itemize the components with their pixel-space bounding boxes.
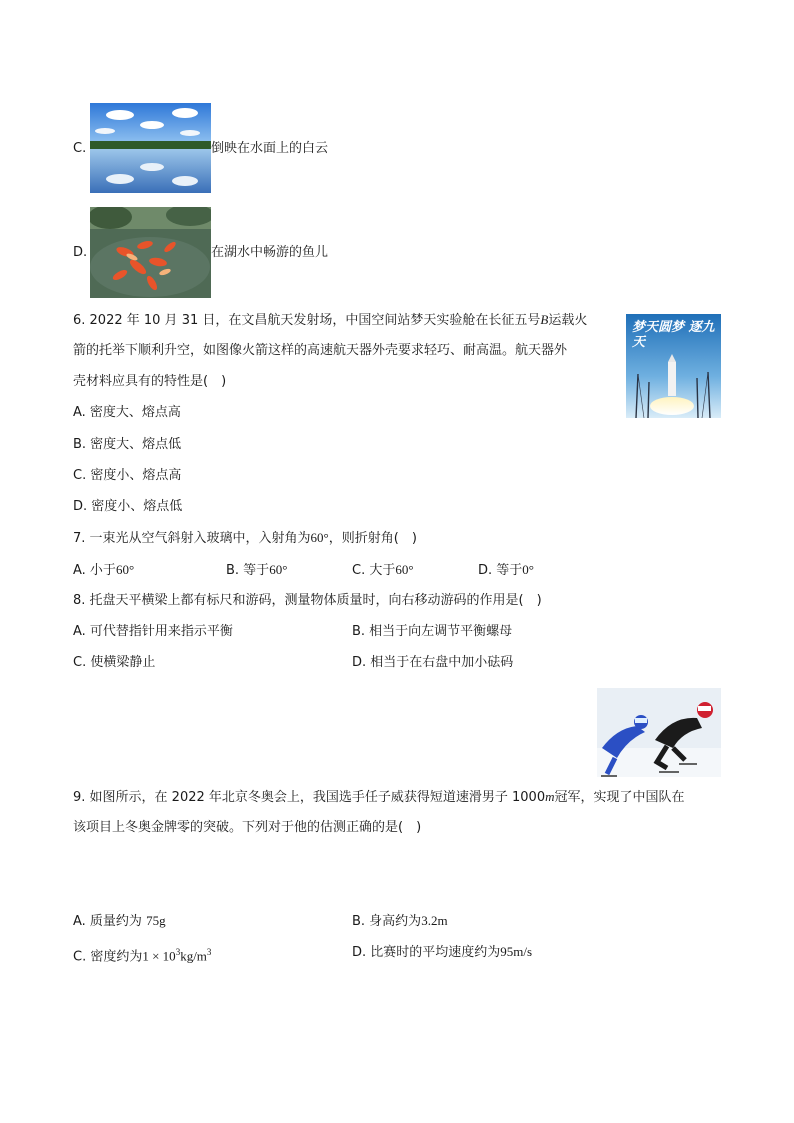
cloud-reflection-image xyxy=(90,103,211,193)
q5-option-d-letter: D. xyxy=(73,245,88,260)
q6-stem-line2: 箭的托举下顺利升空，如图像火箭这样的高速航天器外壳要求轻巧、耐高温。航天器外 xyxy=(73,343,568,358)
q8-stem: 8. 托盘天平横梁上都有标尺和游码，测量物体质量时，向右移动游码的作用是( ) xyxy=(73,593,542,608)
speed-skating-image xyxy=(597,688,721,777)
q8-option-a: A. 可代替指针用来指示平衡 xyxy=(73,624,233,639)
q8-option-b: B. 相当于向左调节平衡螺母 xyxy=(352,624,513,639)
q5-option-d-text: 在湖水中畅游的鱼儿 xyxy=(211,245,329,260)
q9-option-a: A. 质量约为 75g xyxy=(73,913,166,929)
q8-option-d: D. 相当于在右盘中加小砝码 xyxy=(352,655,514,670)
q6-option-a: A. 密度大、熔点高 xyxy=(73,405,181,420)
rocket-launch-image xyxy=(626,314,721,418)
q9-stem-line1: 9. 如图所示，在 2022 年北京冬奥会上，我国选手任子威获得短道速滑男子 1000m冠军，实现了中国队在 xyxy=(73,789,685,805)
q9-option-d: D. 比赛时的平均速度约为95m/s xyxy=(352,944,533,960)
q9-option-b: B. 身高约为3.2m xyxy=(352,913,448,929)
q7-option-a: A. 小于60° xyxy=(73,562,135,578)
q7-option-c: C. 大于60° xyxy=(352,562,414,578)
q5-option-c-letter: C. xyxy=(73,141,87,156)
q6-option-c: C. 密度小、熔点高 xyxy=(73,468,182,483)
q7-option-b: B. 等于60° xyxy=(226,562,288,578)
q6-stem-line3: 壳材料应具有的特性是( ) xyxy=(73,374,227,389)
q9-stem-line2: 该项目上冬奥金牌零的突破。下列对于他的估测正确的是( ) xyxy=(73,820,422,835)
q6-option-d: D. 密度小、熔点低 xyxy=(73,499,183,514)
q7-option-d: D. 等于0° xyxy=(478,562,534,578)
rocket-image-caption: 梦天圆梦 逐九天 xyxy=(632,320,715,350)
q6-option-b: B. 密度大、熔点低 xyxy=(73,437,182,452)
q9-option-c: C. 密度约为$1 \times 10^3kg/m^3$ xyxy=(73,947,212,965)
goldfish-pond-image xyxy=(90,207,211,298)
q7-stem: 7. 一束光从空气斜射入玻璃中，入射角为60°，则折射角( ) xyxy=(73,530,417,546)
q6-stem-line1: 6. 2022 年 10 月 31 日，在文昌航天发射场，中国空间站梦天实验舱在长征五号B运载火 xyxy=(73,312,588,328)
q5-option-c-text: 倒映在水面上的白云 xyxy=(211,141,329,156)
q8-option-c: C. 使横梁静止 xyxy=(73,655,156,670)
